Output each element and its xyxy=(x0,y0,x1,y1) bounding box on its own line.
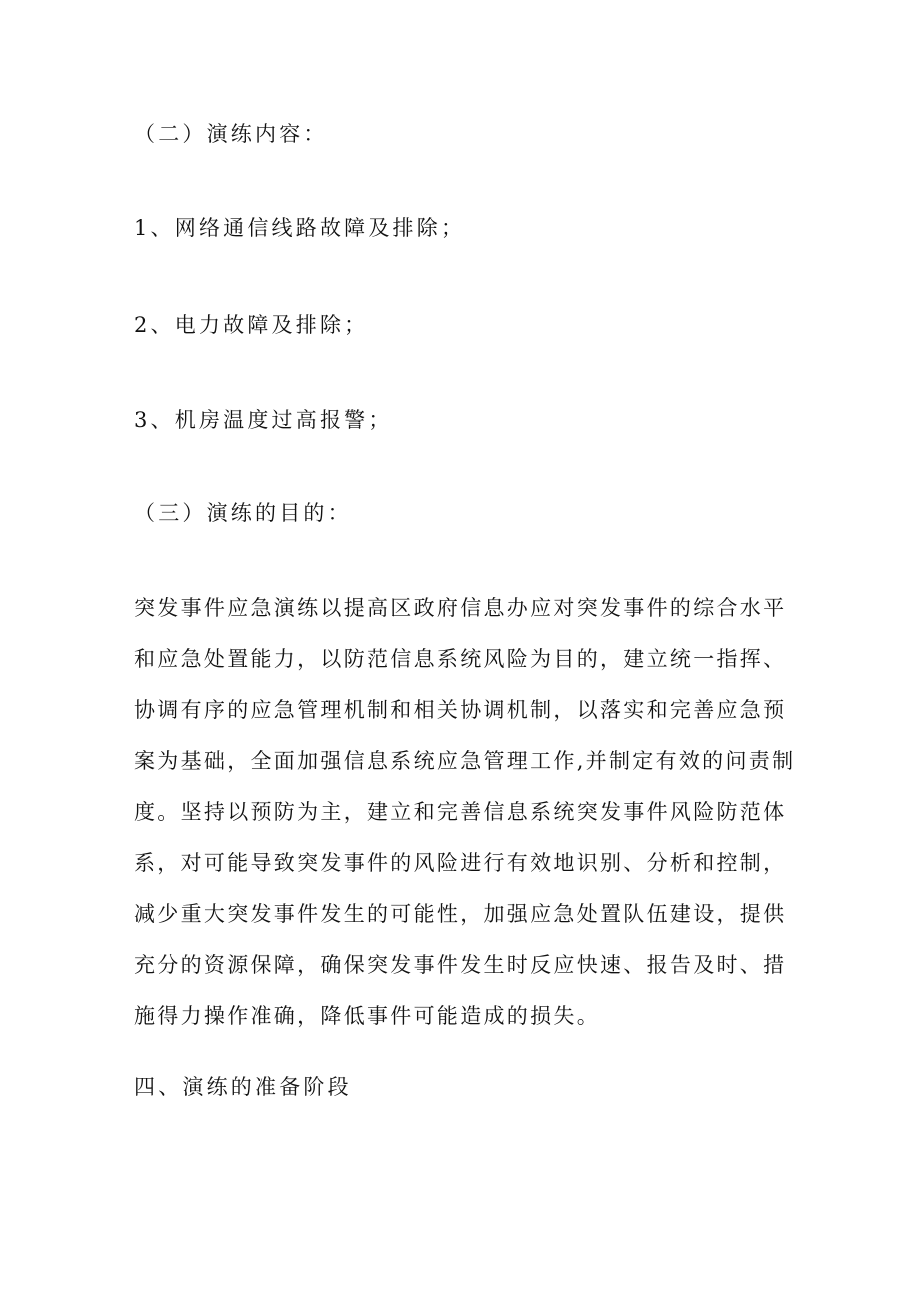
purpose-paragraph xyxy=(134,583,796,1042)
purpose-line: 施得力操作准确，降低事件可能造成的损失。 xyxy=(134,1004,600,1028)
list-item-1: 1、网络通信线路故障及排除； xyxy=(134,216,466,240)
section-2-heading: （二）演练内容： xyxy=(134,122,328,146)
purpose-line: 协调有序的应急管理机制和相关协调机制，以落实和完善应急预 xyxy=(134,698,787,722)
section-3-heading: （三）演练的目的： xyxy=(134,501,352,525)
section-4-heading: 四、演练的准备阶段 xyxy=(134,1075,352,1099)
purpose-line: 突发事件应急演练以提高区政府信息办应对突发事件的综合水平 xyxy=(134,596,787,620)
purpose-line: 和应急处置能力，以防范信息系统风险为目的，建立统一指挥、 xyxy=(134,647,787,671)
list-item-2: 2、电力故障及排除； xyxy=(134,313,369,337)
purpose-line: 充分的资源保障，确保突发事件发生时反应快速、报告及时、措 xyxy=(134,953,787,977)
purpose-line: 度。坚持以预防为主，建立和完善信息系统突发事件风险防范体 xyxy=(134,800,787,824)
purpose-line: 系，对可能导致突发事件的风险进行有效地识别、分析和控制， xyxy=(134,851,787,875)
purpose-line: 案为基础，全面加强信息系统应急管理工作,并制定有效的问责制 xyxy=(134,749,796,773)
list-item-3: 3、机房温度过高报警； xyxy=(134,408,393,432)
purpose-line: 减少重大突发事件发生的可能性，加强应急处置队伍建设，提供 xyxy=(134,902,787,926)
